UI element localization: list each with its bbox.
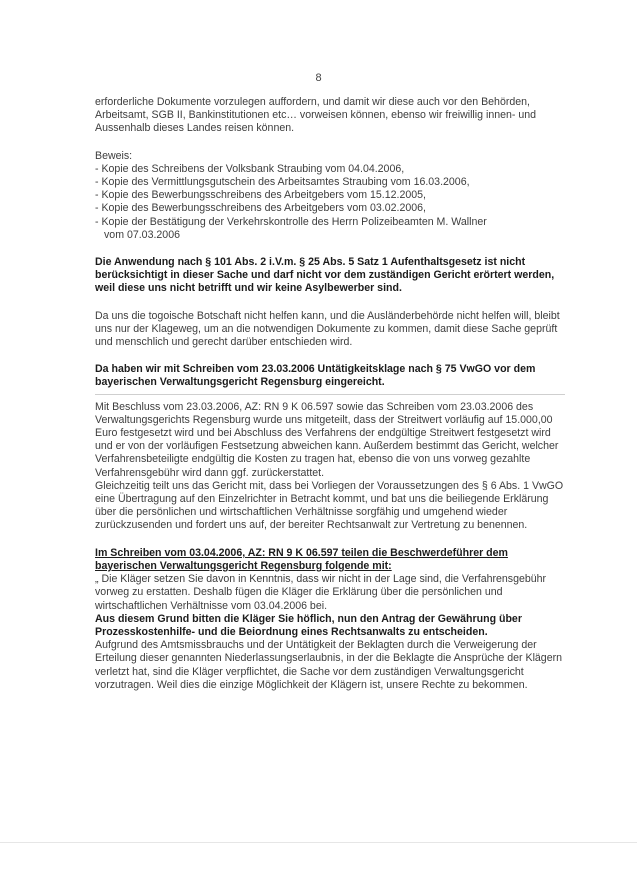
evidence-heading: Beweis: bbox=[95, 149, 133, 162]
section1-bold-statement: Die Anwendung nach § 101 Abs. 2 i.V.m. § 25 Abs. 5 Satz 1 Aufenthaltsgesetz ist nicht berücksichtigt in dieser Sache und darf nicht vor dem zuständigen Gericht erörtert werden, weil diese uns nicht betrifft und wir keine Asylbewerber sind. bbox=[95, 256, 555, 295]
page-number: 8 bbox=[315, 72, 322, 84]
document-body bbox=[95, 96, 565, 692]
evidence-item: - Kopie des Vermittlungsgutschein des Arbeitsamtes Straubing vom 16.03.2006, bbox=[95, 176, 470, 189]
evidence-list bbox=[95, 163, 565, 242]
evidence-item-continuation: vom 07.03.2006 bbox=[104, 228, 180, 241]
section1-paragraph: Da uns die togoische Botschaft nicht helfen kann, und die Ausländerbehörde nicht helfen will, bleibt uns nur der Klageweg, um an die notwendigen Dokumente zu kommen, damit diese Sache geprüft und menschlich und gerecht darüber entschieden wird. bbox=[95, 309, 560, 349]
evidence-block bbox=[95, 150, 565, 242]
evidence-item: - Kopie des Bewerbungsschreibens des Arbeitgebers vom 03.02.2006, bbox=[95, 202, 426, 215]
section3-paragraph: Aufgrund des Amtsmissbrauchs und der Untätigkeit der Beklagten durch die Verweigerung der Erteilung dieser genannten Niederlassungserlaubnis, in der die Beklagte die Ansprüche der Klägern verletzt hat, sind die Kläger verpflichtet, die Sache vor dem zuständigen Verwaltungsgericht vorzutragen. Weil dies die einzige Möglichkeit der Klägern ist, unsere Rechte zu bekommen. bbox=[95, 639, 563, 691]
intro-paragraph: erforderliche Dokumente vorzulegen auffordern, und damit wir diese auch vor den Behörden, Arbeitsamt, SGB II, Bankinstitutionen etc… vorweisen können, ebenso wir freiwillig innen- und Aussenhalb dieses Landes reisen können. bbox=[95, 96, 537, 135]
section-divider bbox=[95, 394, 565, 395]
evidence-item: - Kopie des Bewerbungsschreibens des Arbeitgebers vom 15.12.2005, bbox=[95, 189, 426, 202]
evidence-item bbox=[95, 216, 565, 242]
section3-heading: Im Schreiben vom 03.04.2006, AZ: RN 9 K 06.597 teilen die Beschwerdeführer dem bayerischen Verwaltungsgericht Regensburg folgende mit: bbox=[95, 546, 508, 572]
evidence-item-text: - Kopie der Bestätigung der Verkehrskontrolle des Herrn Polizeibeamten M. Wallner bbox=[95, 215, 487, 228]
section2-paragraph-decision: Mit Beschluss vom 23.03.2006, AZ: RN 9 K 06.597 sowie das Schreiben vom 23.03.2006 des Verwaltungsgerichts Regensburg wurde uns mitgeteilt, dass der Streitwert vorläufig auf 15.000,00 Euro festgesetzt wird und bei Abschluss des Verfahrens der endgültige Streitwert festgesetzt wird und er von der vorläufigen Festsetzung abweichen kann. Außerdem bestimmt das Gericht, welcher Verfahrensbeteiligte endgültig die Kosten zu tragen hat, ebenso die von uns vorweg gezahlte Verfahrensgebühr wird dann ggf. zurückerstattet. bbox=[95, 400, 559, 479]
section3-quote: „ Die Kläger setzen Sie davon in Kenntnis, dass wir nicht in der Lage sind, die Verfahrensgebühr vorweg zu erstatten. Deshalb fügen die Kläger die Erklärung über die persönlichen und wirtschaftlichen Verhältnisse vom 03.04.2006 bei. bbox=[95, 573, 547, 612]
section2-paragraph-court-notice: Gleichzeitig teilt uns das Gericht mit, dass bei Vorliegen der Voraussetzungen des § 6 Abs. 1 VwGO eine Übertragung auf den Einzelrichter in Betracht kommt, und bat uns die beiliegende Erklärung über die persönlichen und wirtschaftlichen Verhältnisse sorgfähig und umgehend wieder zurückzusenden und fordert uns auf, der bereiter Rechtsanwalt zur Vertretung zu benennen. bbox=[95, 479, 564, 532]
section2-bold-statement: Da haben wir mit Schreiben vom 23.03.2006 Untätigkeitsklage nach § 75 VwGO vor dem bayerischen Verwaltungsgericht Regensburg eingereicht. bbox=[95, 363, 536, 389]
evidence-item: - Kopie des Schreibens der Volksbank Straubing vom 04.04.2006, bbox=[95, 162, 405, 175]
page-edge-line bbox=[0, 842, 637, 843]
section3-bold-request: Aus diesem Grund bitten die Kläger Sie höflich, nun den Antrag der Gewährung über Prozesskostenhilfe- und die Beiordnung eines Rechtsanwalts zu entscheiden. bbox=[95, 612, 522, 638]
